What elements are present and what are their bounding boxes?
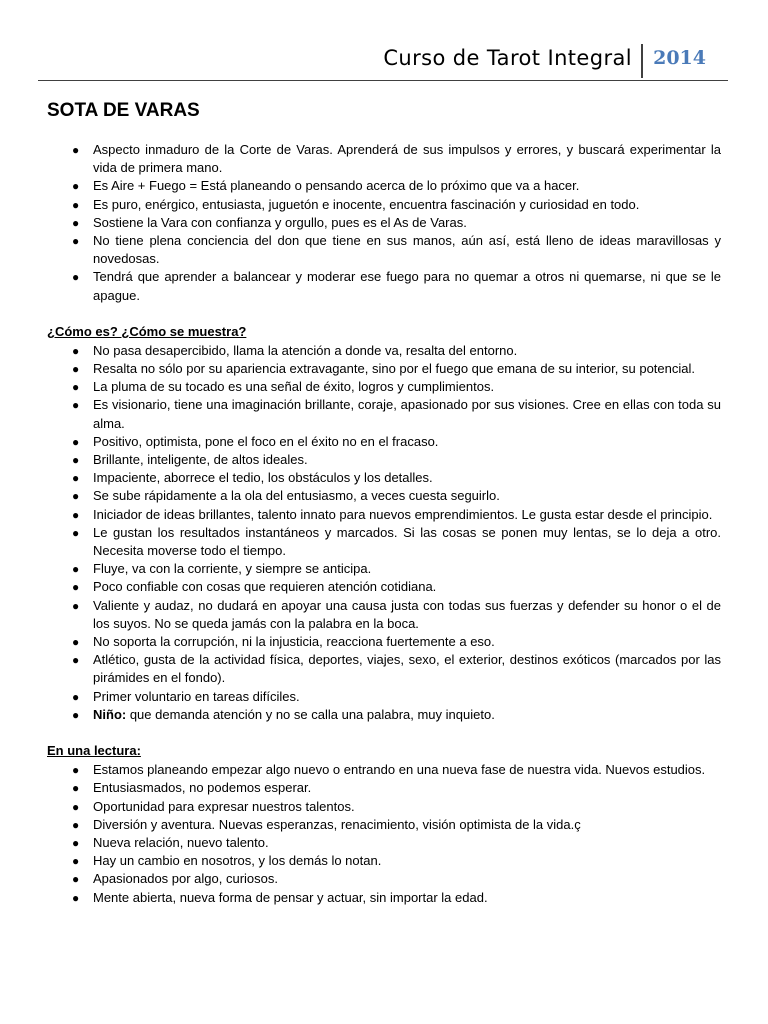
bullet-icon: ● <box>72 143 80 157</box>
list-item-text: Resalta no sólo por su apariencia extravagante, sino por el fuego que emana de su interior, su potencial. <box>93 361 695 377</box>
course-title: Curso de Tarot Integral <box>383 46 632 70</box>
list-item <box>47 633 721 651</box>
list-item-text: Es puro, enérgico, entusiasta, juguetón e inocente, encuentra fascinación y curiosidad en todo. <box>93 196 640 212</box>
list-item <box>47 141 721 177</box>
intro-bullet-list <box>47 141 721 305</box>
list-item-text: Le gustan los resultados instantáneos y marcados. Si las cosas se ponen muy lentas, se lo deja a otro. Necesita moverse todo el tiempo. <box>93 524 721 559</box>
bullet-icon: ● <box>72 854 80 869</box>
list-item <box>47 177 721 195</box>
bullet-icon: ● <box>72 197 80 212</box>
bullet-icon: ● <box>72 362 80 377</box>
list-item-text: Es Aire + Fuego = Está planeando o pensando acerca de lo próximo que va a hacer. <box>93 178 580 194</box>
bullet-icon: ● <box>72 179 80 194</box>
page-header <box>38 42 728 81</box>
list-item <box>47 487 721 505</box>
list-item <box>47 834 721 852</box>
list-item <box>47 761 721 779</box>
list-item <box>47 560 721 578</box>
list-item-text: Nueva relación, nuevo talento. <box>93 834 269 850</box>
bullet-icon: ● <box>72 380 80 395</box>
list-item <box>47 779 721 797</box>
bullet-icon: ● <box>72 434 80 449</box>
list-item <box>47 798 721 816</box>
list-item-text: Apasionados por algo, curiosos. <box>93 871 279 887</box>
bullet-icon: ● <box>72 525 80 540</box>
bullet-icon: ● <box>72 453 80 468</box>
como-es-bullet-list <box>47 342 721 724</box>
list-item-text: Es visionario, tiene una imaginación brillante, coraje, apasionado por sus visiones. Cree en ellas con toda su alma. <box>93 397 721 431</box>
list-item <box>47 889 721 907</box>
bullet-icon: ● <box>72 507 80 522</box>
list-item <box>47 578 721 596</box>
list-item <box>47 597 721 633</box>
bullet-icon: ● <box>72 689 80 704</box>
list-item-text: Brillante, inteligente, de altos ideales. <box>93 452 308 468</box>
bullet-icon: ● <box>72 890 80 905</box>
bullet-icon: ● <box>72 763 80 778</box>
list-item <box>47 816 721 834</box>
list-item <box>47 469 721 487</box>
list-item-text: que demanda atención y no se calla una palabra, muy inquieto. <box>126 706 495 722</box>
list-item <box>47 396 721 432</box>
bullet-icon: ● <box>72 398 80 413</box>
list-item-text: Aspecto inmaduro de la Corte de Varas. Aprenderá de sus impulsos y errores, y buscará experimentar la vida de primera mano. <box>93 142 721 176</box>
list-item <box>47 706 721 724</box>
list-item-text: Diversión y aventura. Nuevas esperanzas, renacimiento, visión optimista de la vida.ç <box>93 816 581 832</box>
bullet-icon: ● <box>72 635 80 650</box>
list-item-text: Primer voluntario en tareas difíciles. <box>93 688 300 704</box>
bullet-icon: ● <box>72 580 80 595</box>
list-item-text: Fluye, va con la corriente, y siempre se anticipa. <box>93 561 372 577</box>
bullet-icon: ● <box>72 781 80 796</box>
list-item <box>47 688 721 706</box>
bullet-icon: ● <box>72 489 80 504</box>
bullet-icon: ● <box>72 799 80 814</box>
course-year: 2014 <box>653 47 706 69</box>
list-item-text: Se sube rápidamente a la ola del entusiasmo, a veces cuesta seguirlo. <box>93 488 500 504</box>
list-item-text: No tiene plena conciencia del don que tiene en sus manos, aún así, está lleno de ideas maravillosas y novedosas. <box>93 233 721 267</box>
list-item-text: Sostiene la Vara con confianza y orgullo, pues es el As de Varas. <box>93 214 467 230</box>
list-item <box>47 852 721 870</box>
bullet-icon: ● <box>72 215 80 230</box>
list-item <box>47 451 721 469</box>
bullet-icon: ● <box>72 234 80 249</box>
list-item <box>47 360 721 378</box>
list-item-text: Mente abierta, nueva forma de pensar y actuar, sin importar la edad. <box>93 889 488 905</box>
section-heading-en-una-lectura: En una lectura: <box>47 743 141 759</box>
list-item-text: Poco confiable con cosas que requieren atención cotidiana. <box>93 579 437 595</box>
list-item-text: Valiente y audaz, no dudará en apoyar una causa justa con todas sus fuerzas y defender su honor o el de los suyos. No se queda jamás con la palabra en la boca. <box>93 597 721 631</box>
list-item-text: Impaciente, aborrece el tedio, los obstáculos y los detalles. <box>93 470 433 486</box>
list-item-label: Niño: <box>93 706 127 722</box>
document-title: SOTA DE VARAS <box>47 100 200 121</box>
list-item <box>47 524 721 560</box>
list-item-text: No pasa desapercibido, llama la atención a donde va, resalta del entorno. <box>93 342 518 358</box>
list-item-text: Entusiasmados, no podemos esperar. <box>93 780 312 796</box>
list-item <box>47 651 721 687</box>
list-item-text: Positivo, optimista, pone el foco en el éxito no en el fracaso. <box>93 433 439 449</box>
bullet-icon: ● <box>72 653 80 668</box>
list-item <box>47 342 721 360</box>
list-item <box>47 232 721 268</box>
bullet-icon: ● <box>72 707 80 722</box>
list-item-text: Atlético, gusta de la actividad física, deportes, viajes, sexo, el exterior, destinos exóticos (marcados por las pirámides en el fondo). <box>93 652 721 686</box>
list-item-text: Tendrá que aprender a balancear y moderar ese fuego para no quemar a otros ni quemarse, ni que se le apague. <box>93 269 721 303</box>
document-body <box>47 99 721 907</box>
list-item <box>47 433 721 451</box>
bullet-icon: ● <box>72 562 80 577</box>
bullet-icon: ● <box>72 817 80 832</box>
list-item-text: La pluma de su tocado es una señal de éxito, logros y cumplimientos. <box>93 379 495 395</box>
list-item <box>47 214 721 232</box>
list-item <box>47 506 721 524</box>
list-item-text: No soporta la corrupción, ni la injusticia, reacciona fuertemente a eso. <box>93 634 495 650</box>
bullet-icon: ● <box>72 835 80 850</box>
bullet-icon: ● <box>72 343 80 358</box>
list-item-text: Oportunidad para expresar nuestros talentos. <box>93 798 355 814</box>
bullet-icon: ● <box>72 598 80 613</box>
header-divider <box>641 44 643 78</box>
section-heading-como-es: ¿Cómo es? ¿Cómo se muestra? <box>47 323 247 339</box>
list-item-text: Iniciador de ideas brillantes, talento innato para nuevos emprendimientos. Le gusta estar desde el principio. <box>93 506 713 522</box>
list-item-text: Hay un cambio en nosotros, y los demás lo notan. <box>93 853 382 869</box>
list-item <box>47 870 721 888</box>
list-item <box>47 196 721 214</box>
list-item <box>47 378 721 396</box>
list-item <box>47 268 721 304</box>
lectura-bullet-list <box>47 761 721 907</box>
bullet-icon: ● <box>72 872 80 887</box>
bullet-icon: ● <box>72 471 80 486</box>
bullet-icon: ● <box>72 270 80 285</box>
list-item-text: Estamos planeando empezar algo nuevo o entrando en una nueva fase de nuestra vida. Nuevos estudios. <box>93 762 706 778</box>
